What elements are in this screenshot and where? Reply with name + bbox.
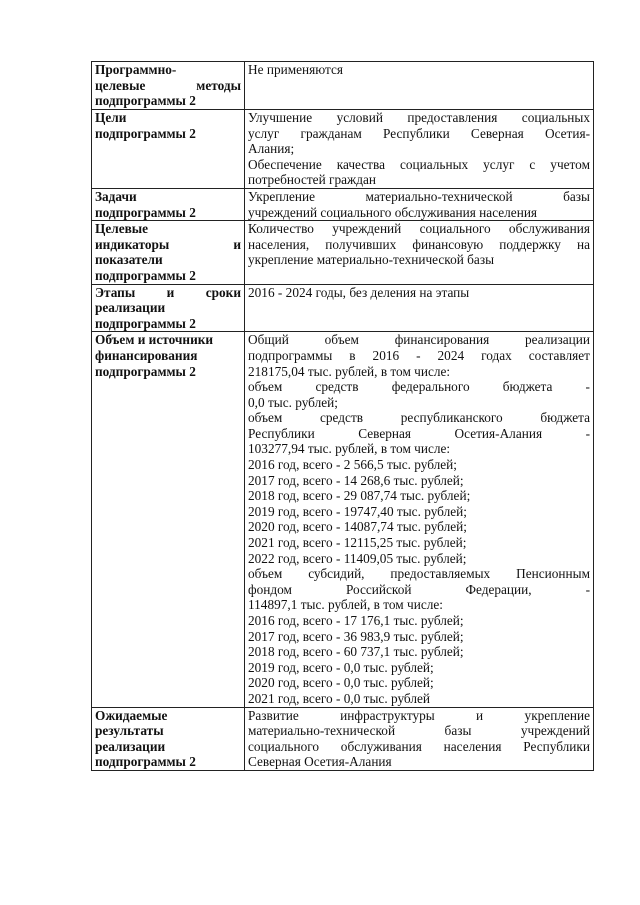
label-line: реализации [95,300,166,316]
value-line: потребностей граждан [248,172,377,188]
label-line: Программно- [95,62,177,77]
label-line: подпрограммы 2 [95,315,196,331]
row-label [92,62,245,110]
value-line: Общий объем финансирования реализации [248,332,590,348]
label-line: реализации [95,738,166,754]
value-line: укрепление материально-технической базы [248,252,495,268]
value-line: 2018 год, всего - 60 737,1 тыс. рублей; [248,644,464,660]
value-line: Алания; [248,141,295,157]
value-line: 2017 год, всего - 36 983,9 тыс. рублей; [248,628,464,644]
label-line: Цели [95,110,127,125]
value-line: материально-технической базы учреждений [248,723,590,739]
value-line: Развитие инфраструктуры и укрепление [248,707,590,723]
table-row-tasks [92,188,594,220]
value-line: 218175,04 тыс. рублей, в том числе: [248,363,451,379]
value-line: 2016 год, всего - 2 566,5 тыс. рублей; [248,457,457,473]
value-line: 2021 год, всего - 0,0 тыс. рублей [248,690,431,706]
value-line: 2019 год, всего - 0,0 тыс. рублей; [248,659,434,675]
row-label [92,221,245,284]
label-line: подпрограммы 2 [95,267,196,283]
row-value [245,221,594,284]
row-label [92,332,245,707]
label-line: Целевые [95,221,149,237]
table-row-methods [92,62,594,110]
value-line: подпрограммы в 2016 - 2024 годах составляет [248,347,590,363]
table-row-expected-results [92,707,594,770]
value-line: Количество учреждений социального обслуживания [248,221,590,237]
value-line: 2022 год, всего - 11409,05 тыс. рублей; [248,550,467,566]
value-line: 2019 год, всего - 19747,40 тыс. рублей; [248,503,467,519]
value-line: Укрепление материально-технической базы [248,188,590,204]
label-line: результаты [95,723,164,739]
value-line: Северная Осетия-Алания [248,754,392,770]
row-value [245,707,594,770]
table-row-funding [92,332,594,707]
value-line: объем средств федерального бюджета - [248,379,590,395]
value-line: услуг гражданам Республики Северная Осетия- [248,125,590,141]
label-line: Этапы и сроки [95,284,241,300]
value-line: 2017 год, всего - 14 268,6 тыс. рублей; [248,472,464,488]
value-line: Обеспечение качества социальных услуг с учетом [248,156,590,172]
value-line: 2018 год, всего - 29 087,74 тыс. рублей; [248,488,471,504]
table-row-goals [92,110,594,189]
value-line: 114897,1 тыс. рублей, в том числе: [248,597,443,613]
label-line: целевые методы [95,77,241,93]
table-row-stages [92,284,594,332]
value-line: Республики Северная Осетия-Алания - [248,425,590,441]
value-line: Не применяются [248,62,344,77]
label-line: Объем и источники [95,332,214,348]
row-label [92,110,245,189]
value-line: фондом Российской Федерации, - [248,581,590,597]
label-line: Задачи [95,188,137,204]
label-line: подпрограммы 2 [95,125,196,141]
value-line: социального обслуживания населения Республики [248,738,590,754]
value-line: Улучшение условий предоставления социальных [248,110,590,125]
label-line: финансирования [95,347,198,363]
label-line: подпрограммы 2 [95,754,196,770]
value-line: объем субсидий, предоставляемых Пенсионным [248,566,590,582]
value-line: 2020 год, всего - 14087,74 тыс. рублей; [248,519,467,535]
row-value [245,62,594,110]
label-line: подпрограммы 2 [95,204,196,220]
value-line: 2016 - 2024 годы, без деления на этапы [248,284,470,300]
row-label [92,188,245,220]
label-line: показатели [95,252,163,268]
label-line: подпрограммы 2 [95,363,196,379]
row-label [92,284,245,332]
subprogram-passport-table [91,61,594,771]
value-line: 0,0 тыс. рублей; [248,394,338,410]
row-value [245,284,594,332]
label-line: подпрограммы 2 [95,93,196,109]
row-label [92,707,245,770]
value-line: учреждений социального обслуживания населения [248,204,538,220]
label-line: индикаторы и [95,236,241,252]
value-line: 2020 год, всего - 0,0 тыс. рублей; [248,675,434,691]
label-line: Ожидаемые [95,707,168,723]
value-line: населения, получивших финансовую поддержку на [248,236,590,252]
row-value [245,188,594,220]
row-value [245,332,594,707]
value-line: 2016 год, всего - 17 176,1 тыс. рублей; [248,613,464,628]
row-value [245,110,594,189]
table-row-indicators [92,221,594,284]
value-line: 103277,94 тыс. рублей, в том числе: [248,441,451,457]
value-line: объем средств республиканского бюджета [248,410,590,426]
value-line: 2021 год, всего - 12115,25 тыс. рублей; [248,535,467,551]
